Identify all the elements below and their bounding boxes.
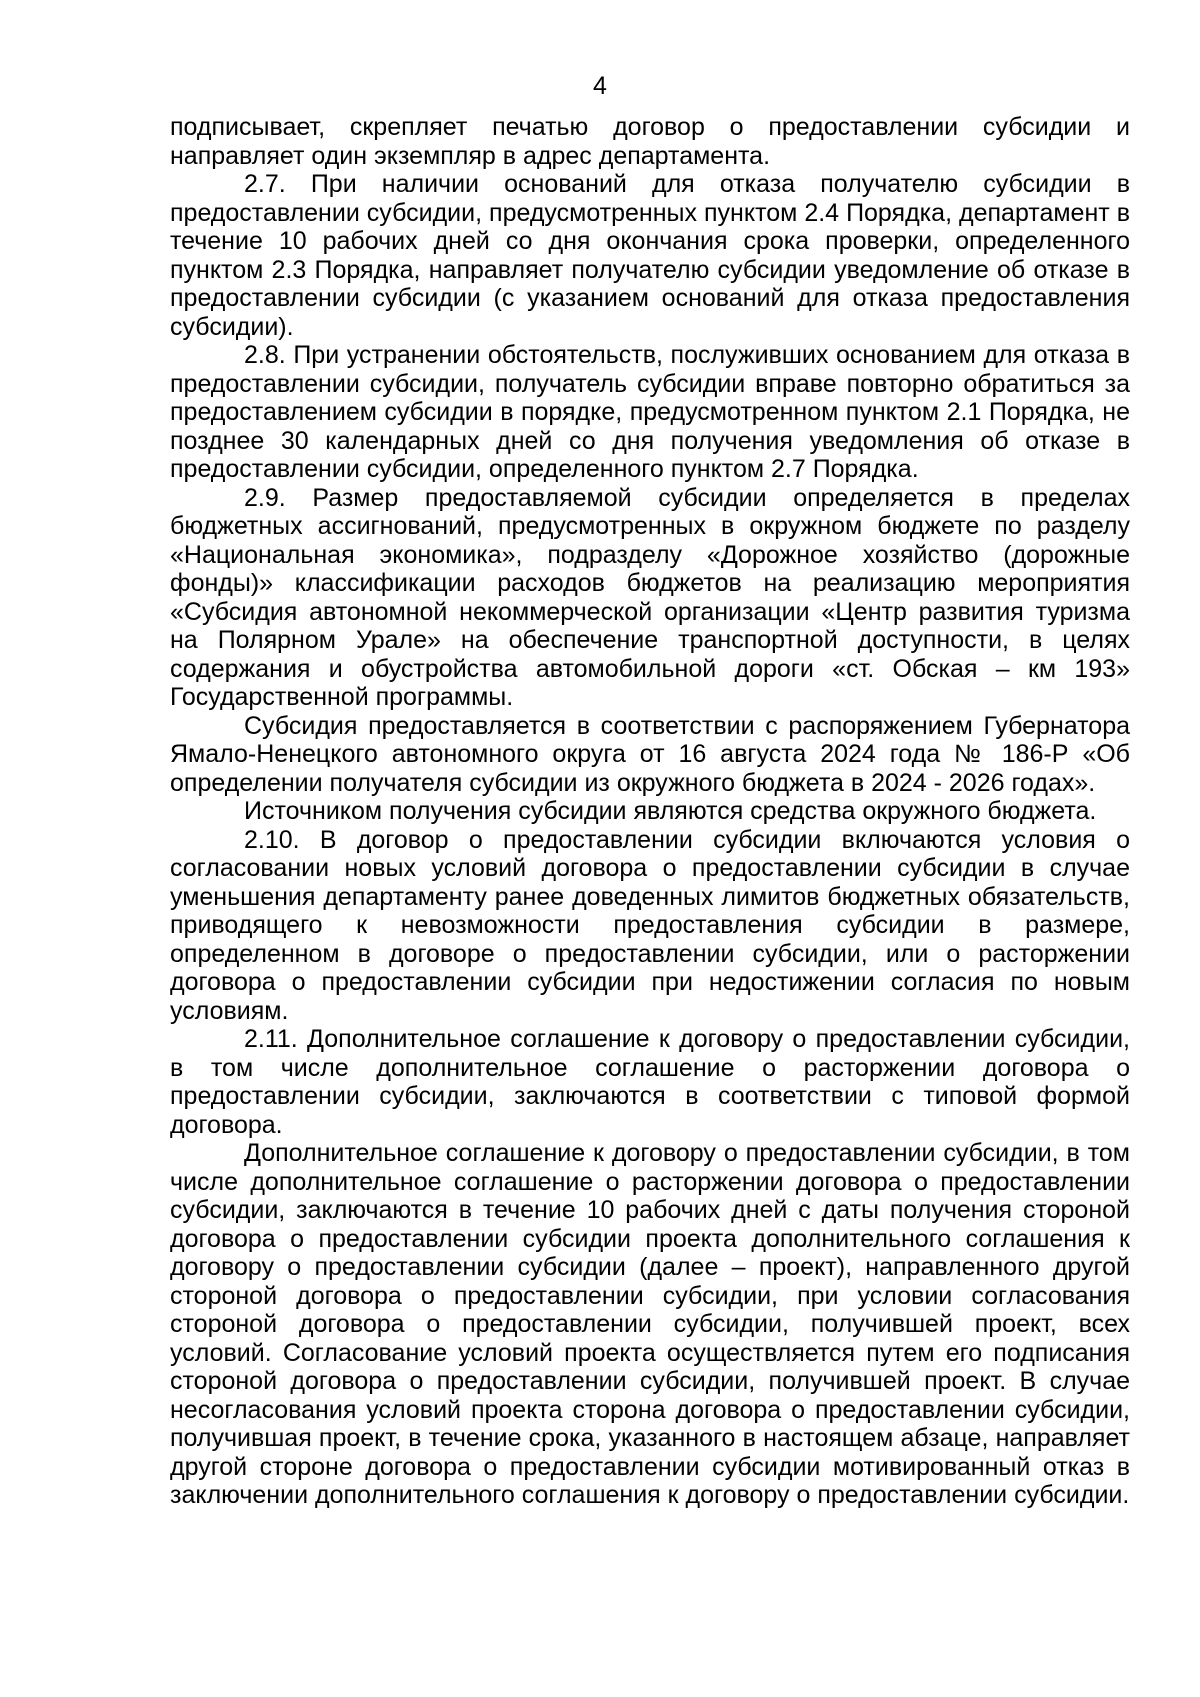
paragraph-subsidy-source: Источником получения субсидии являются средства окружного бюджета. — [244, 797, 1097, 825]
page-number: 4 — [593, 72, 607, 100]
paragraph-2-9: 2.9. Размер предоставляемой субсидии определяется в пределах бюджетных ассигнований, предусмотренных в окружном бюджете по разделу «Национальная экономика», подразделу «Дорожное хозяйство (дорожные фонды)» классификации расходов бюджетов на реализацию мероприятия «Субсидия автономной некоммерческой организации «Центр развития туризма на Полярном Урале» на обеспечение транспортной доступности, в целях содержания и обустройства автомобильной дороги «ст. Обская – км 193» Государственной программы. — [170, 483, 1130, 711]
paragraph-2-7: 2.7. При наличии оснований для отказа получателю субсидии в предоставлении субсидии, предусмотренных пунктом 2.4 Порядка, департамент в течение 10 рабочих дней со дня окончания срока проверки, определенного пунктом 2.3 Порядка, направляет получателю субсидии уведомление об отказе в предоставлении субсидии (с указанием оснований для отказа предоставления субсидии). — [170, 170, 1130, 341]
paragraph-2-10: 2.10. В договор о предоставлении субсидии включаются условия о согласовании новых условий договора о предоставлении субсидии в случае уменьшения департаменту ранее доведенных лимитов бюджетных обязательств, приводящего к невозможности предоставления субсидии в размере, определенном в договоре о предоставлении субсидии, или о расторжении договора о предоставлении субсидии при недостижении согласия по новым условиям. — [170, 825, 1130, 1025]
paragraph-2-8: 2.8. При устранении обстоятельств, послуживших основанием для отказа в предоставлении субсидии, получатель субсидии вправе повторно обратиться за предоставлением субсидии в порядке, предусмотренном пунктом 2.1 Порядка, не позднее 30 календарных дней со дня получения уведомления об отказе в предоставлении субсидии, определенного пунктом 2.7 Порядка. — [170, 341, 1130, 483]
paragraph-additional-agreement: Дополнительное соглашение к договору о предоставлении субсидии, в том числе дополнительное соглашение о расторжении договора о предоставлении субсидии, заключаются в течение 10 рабочих дней с даты получения стороной договора о предоставлении субсидии проекта дополнительного соглашения к договору о предоставлении субсидии (далее – проект), направленного другой стороной договора о предоставлении субсидии, при условии согласования стороной договора о предоставлении субсидии, получившей проект, всех условий. Согласование условий проекта осуществляется путем его подписания стороной договора о предоставлении субсидии, получившей проект. В случае несогласования условий проекта сторона договора о предоставлении субсидии, получившая проект, в течение срока, указанного в настоящем абзаце, направляет другой стороне договора о предоставлении субсидии мотивированный отказ в заключении дополнительного соглашения к договору о предоставлении субсидии. — [170, 1139, 1130, 1509]
document-body — [170, 113, 1130, 1510]
paragraph-subsidy-basis: Субсидия предоставляется в соответствии с распоряжением Губернатора Ямало-Ненецкого автономного округа от 16 августа 2024 года № 186-Р «Об определении получателя субсидии из окружного бюджета в 2024 - 2026 годах». — [170, 711, 1130, 797]
paragraph-2-11: 2.11. Дополнительное соглашение к договору о предоставлении субсидии, в том числе дополнительное соглашение о расторжении договора о предоставлении субсидии, заключаются в соответствии с типовой формой договора. — [170, 1025, 1130, 1139]
paragraph-continuation: подписывает, скрепляет печатью договор о предоставлении субсидии и направляет один экземпляр в адрес департамента. — [170, 113, 1130, 170]
